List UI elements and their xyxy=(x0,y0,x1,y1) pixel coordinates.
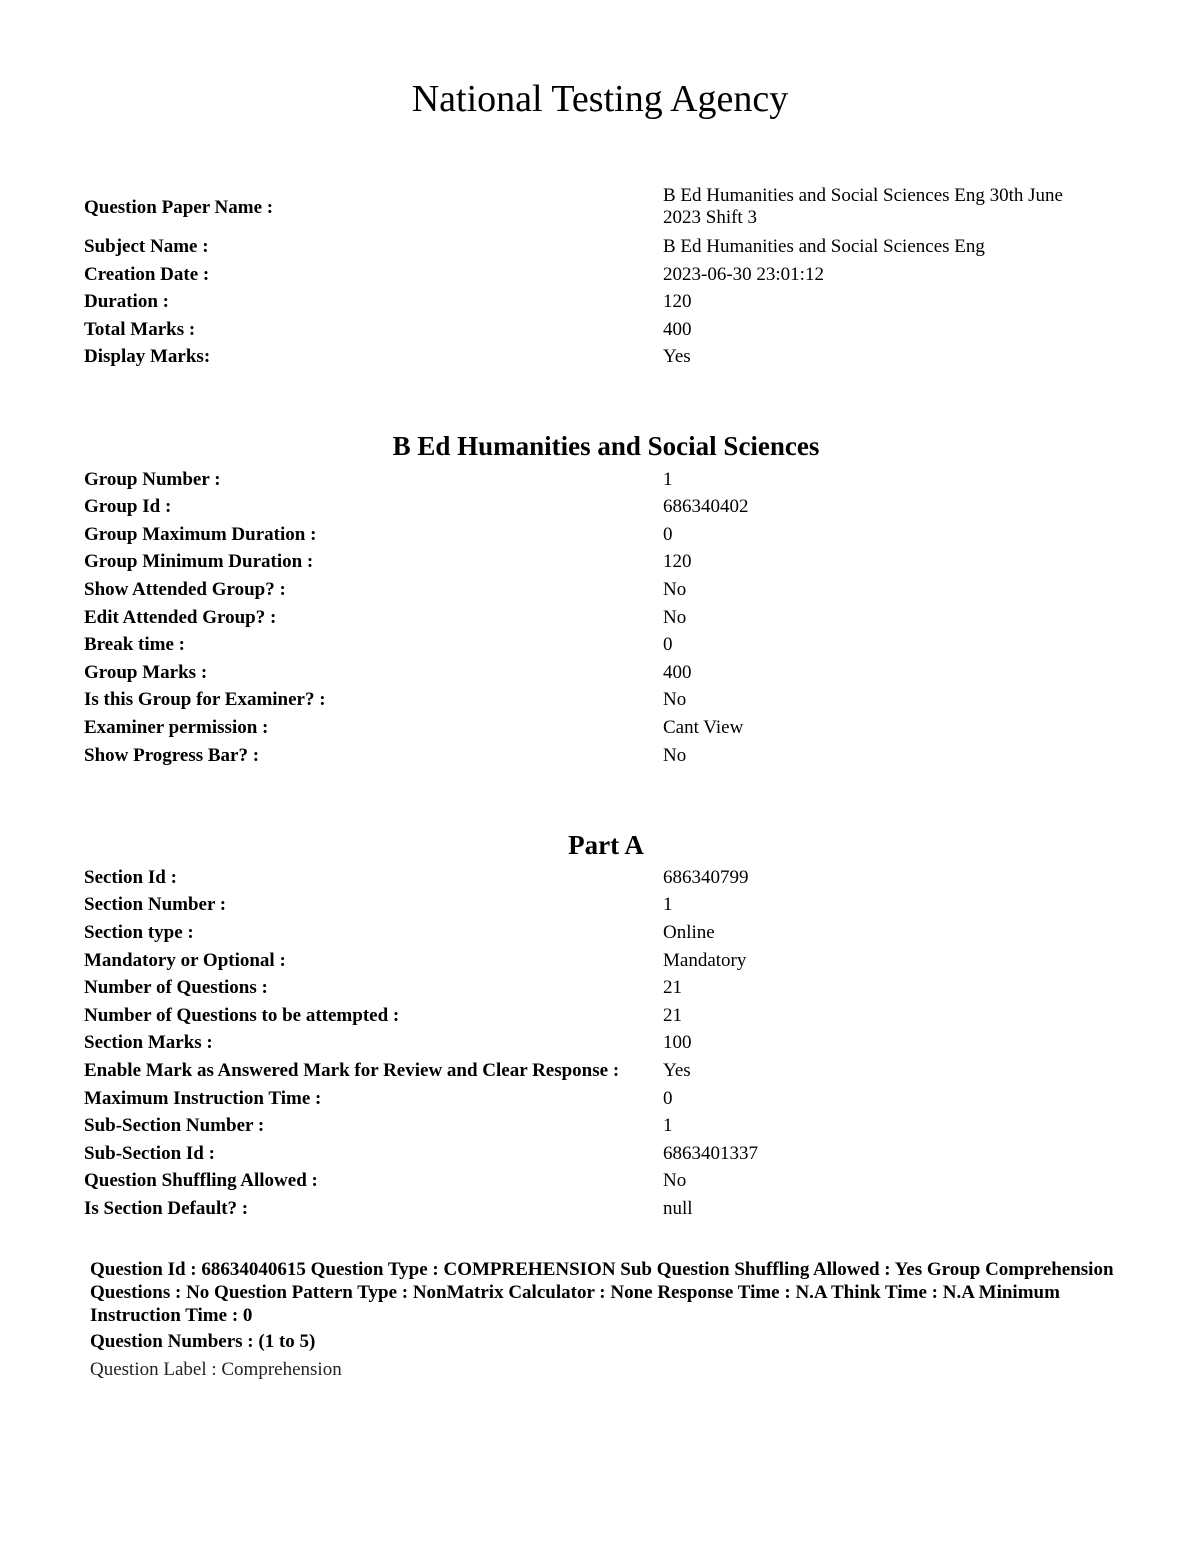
group-label: Examiner permission : xyxy=(84,717,269,738)
group-label: Group Number : xyxy=(84,469,221,490)
section-label: Maximum Instruction Time : xyxy=(84,1088,322,1109)
section-label: Mandatory or Optional : xyxy=(84,950,286,971)
group-label: Group Marks : xyxy=(84,662,208,683)
group-value: No xyxy=(663,607,687,628)
group-heading: B Ed Humanities and Social Sciences xyxy=(392,431,820,461)
creation-date-value: 2023-06-30 23:01:12 xyxy=(663,264,824,285)
paper-name-label: Question Paper Name : xyxy=(84,197,274,218)
total-marks-label: Total Marks : xyxy=(84,319,196,340)
section-value: No xyxy=(663,1170,687,1191)
duration-value: 120 xyxy=(663,291,692,312)
group-label: Group Id : xyxy=(84,496,172,517)
duration-label: Duration : xyxy=(84,291,169,312)
group-label: Is this Group for Examiner? : xyxy=(84,689,326,710)
section-value: 0 xyxy=(663,1088,673,1109)
section-heading: Part A xyxy=(568,830,644,860)
section-value: 6863401337 xyxy=(663,1143,758,1164)
group-label: Group Minimum Duration : xyxy=(84,551,314,572)
section-label: Section Number : xyxy=(84,894,227,915)
page-title: National Testing Agency xyxy=(411,78,789,120)
section-label: Sub-Section Number : xyxy=(84,1115,265,1136)
group-value: 400 xyxy=(663,662,692,683)
group-value: 1 xyxy=(663,469,673,490)
group-label: Break time : xyxy=(84,634,185,655)
section-label: Section Id : xyxy=(84,867,177,888)
group-value: 0 xyxy=(663,634,673,655)
section-value: Online xyxy=(663,922,715,943)
question-numbers: Question Numbers : (1 to 5) xyxy=(90,1331,316,1352)
group-value: No xyxy=(663,579,687,600)
section-value: 686340799 xyxy=(663,867,749,888)
section-value: Yes xyxy=(663,1060,691,1081)
group-value: Cant View xyxy=(663,717,744,738)
section-label: Enable Mark as Answered Mark for Review and Clear Response : xyxy=(84,1060,620,1081)
group-value: 686340402 xyxy=(663,496,749,517)
group-label: Show Attended Group? : xyxy=(84,579,286,600)
creation-date-label: Creation Date : xyxy=(84,264,210,285)
subject-name-value: B Ed Humanities and Social Sciences Eng xyxy=(663,236,985,257)
section-value: 1 xyxy=(663,894,673,915)
total-marks-value: 400 xyxy=(663,319,692,340)
section-label: Section Marks : xyxy=(84,1032,213,1053)
section-label: Number of Questions : xyxy=(84,977,268,998)
question-label: Question Label : Comprehension xyxy=(90,1359,342,1380)
display-marks-value: Yes xyxy=(663,346,691,367)
group-value: No xyxy=(663,689,687,710)
section-label: Question Shuffling Allowed : xyxy=(84,1170,318,1191)
section-value: 100 xyxy=(663,1032,692,1053)
section-value: Mandatory xyxy=(663,950,747,971)
group-value: 120 xyxy=(663,551,692,572)
section-label: Number of Questions to be attempted : xyxy=(84,1005,400,1026)
section-value: 1 xyxy=(663,1115,673,1136)
group-label: Show Progress Bar? : xyxy=(84,745,260,766)
section-value: 21 xyxy=(663,1005,682,1026)
section-label: Is Section Default? : xyxy=(84,1198,249,1219)
display-marks-label: Display Marks: xyxy=(84,346,211,367)
question-info: Question Id : 68634040615 Question Type : COMPREHENSION Sub Question Shuffling Allowed : Yes Group Comprehension Questions : No Question Pattern Type : NonMatrix Calculator : None Response Time : N.A Think Time : N.A Minimum Instruction Time : 0 xyxy=(90,1259,1114,1326)
group-label: Edit Attended Group? : xyxy=(84,607,277,628)
group-value: 0 xyxy=(663,524,673,545)
section-value: null xyxy=(663,1198,693,1219)
paper-name-value: B Ed Humanities and Social Sciences Eng 30th June 2023 Shift 3 xyxy=(663,185,1063,228)
subject-name-label: Subject Name : xyxy=(84,236,209,257)
section-value: 21 xyxy=(663,977,682,998)
section-label: Section type : xyxy=(84,922,194,943)
group-value: No xyxy=(663,745,687,766)
section-label: Sub-Section Id : xyxy=(84,1143,215,1164)
group-label: Group Maximum Duration : xyxy=(84,524,317,545)
